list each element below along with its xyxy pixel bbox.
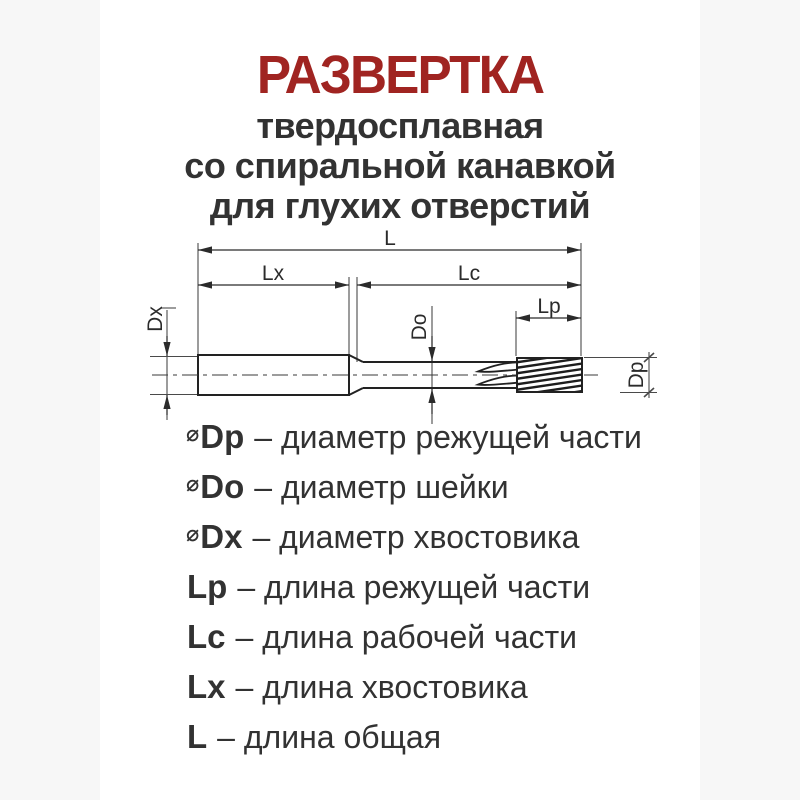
dim-label-Lx: Lx: [261, 262, 285, 285]
legend-description: – диаметр шейки: [254, 468, 509, 505]
subtitle-line-2: со спиральной канавкой: [184, 145, 616, 186]
dim-label-Do: Do: [408, 313, 431, 341]
subtitle-line-1: твердосплавная: [256, 105, 544, 146]
legend-label: Do: [200, 468, 245, 505]
legend: [186, 412, 642, 762]
legend-label: Lc: [187, 618, 226, 655]
subtitle: [0, 106, 800, 226]
legend-item-Dx: [186, 512, 642, 562]
legend-item-Dp: [186, 412, 642, 462]
legend-label: L: [187, 718, 208, 755]
dim-label-Lp: Lp: [537, 295, 561, 318]
dim-label-Lc: Lc: [457, 262, 481, 285]
legend-item-L: [186, 712, 642, 762]
dim-label-Dx: Dx: [144, 306, 167, 332]
dim-label-L: L: [384, 230, 396, 250]
diameter-icon: ⌀: [186, 421, 200, 447]
legend-label: Lp: [187, 568, 228, 605]
page-title: РАЗВЕРТКА: [256, 45, 544, 105]
reamer-technical-drawing: [0, 230, 800, 430]
legend-label: Lx: [187, 668, 226, 705]
diameter-icon: ⌀: [186, 471, 200, 497]
extension-lines: [150, 243, 657, 424]
legend-description: – диаметр режущей части: [254, 418, 642, 455]
legend-label: Dx: [200, 518, 243, 555]
legend-description: – длина режущей части: [237, 568, 591, 605]
legend-description: – диаметр хвостовика: [252, 518, 580, 555]
legend-label: Dp: [200, 418, 245, 455]
dim-label-Dp: Dp: [625, 361, 648, 389]
diameter-icon: ⌀: [186, 521, 200, 547]
legend-item-Lx: [186, 662, 642, 712]
legend-item-Lc: [186, 612, 642, 662]
legend-description: – длина общая: [217, 718, 442, 755]
legend-description: – длина хвостовика: [235, 668, 528, 705]
legend-item-Lp: [186, 562, 642, 612]
legend-description: – длина рабочей части: [235, 618, 578, 655]
legend-item-Do: [186, 462, 642, 512]
flute-runout-upper: [478, 362, 518, 371]
flute-runout-lower: [478, 376, 518, 385]
subtitle-line-3: для глухих отверстий: [209, 185, 591, 226]
